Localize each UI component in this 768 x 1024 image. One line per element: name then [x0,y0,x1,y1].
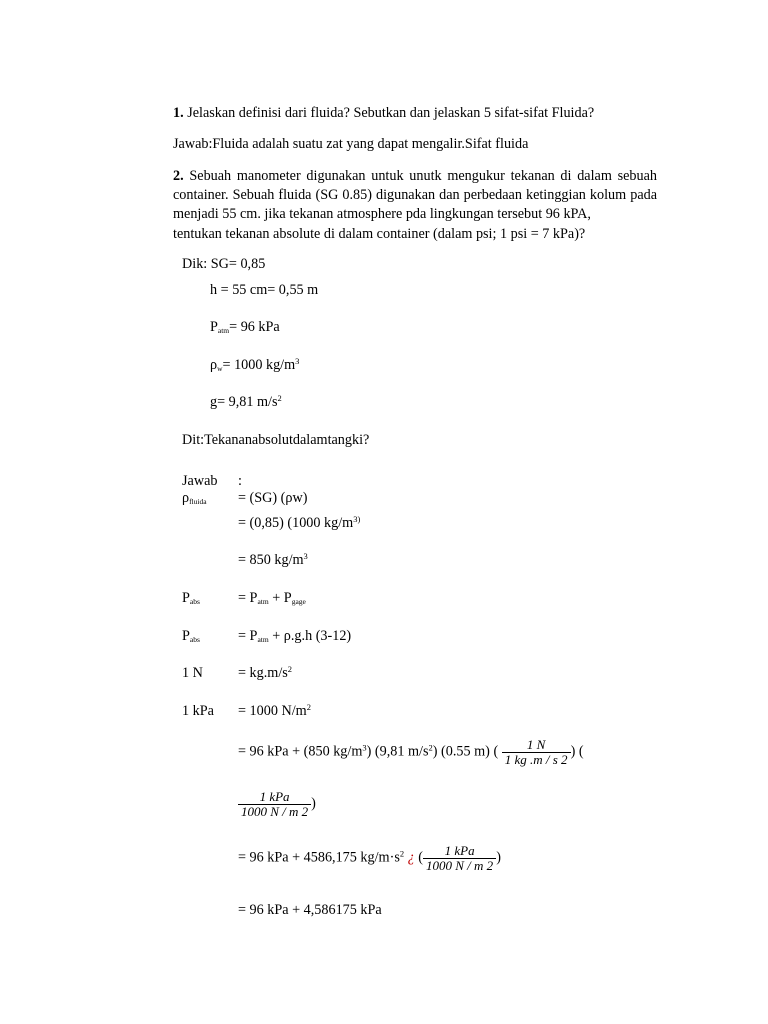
calculation-line-4: = 96 kPa + 4,586175 kPa [238,902,382,918]
question-1-number: 1. [173,105,184,121]
calculation-line-2: $\frac{\text{1 kPa}}{1000 N / m 2}$ ) [238,790,316,818]
newton-label: 1 N [182,665,203,681]
pabs-equation-1: = $P_{atm} + P_{gage}$ [238,590,306,606]
rho-fluida-formula: = (SG) (ρw) [238,490,308,506]
newton-definition: = $kg.m/s^2$ [238,664,293,681]
solution-jawab: Jawab [182,473,218,489]
question-2 [173,167,657,244]
question-2-line-2: container. Sebuah fluida (SG 0.85) digunakan dan perbedaan ketinggian kolum [173,187,627,204]
fraction-kpa-2: $\frac{\text{1 kPa}}{1000 N / m 2}$ [423,844,496,872]
pabs-label-2: $P_{abs}$ [182,628,200,644]
asked-dit: Dit:Tekananabsolutdalamtangki? [182,432,370,448]
calculation-line-1: = 96 kPa + (850 $kg/m^3$) (9,81 $m/s^2$) (0.55 m) ( $\frac{1 N}{1 kg .m / s 2}$ ) ( [238,737,584,767]
pabs-label-1: $P_{abs}$ [182,590,200,606]
solution-colon: : [238,473,242,489]
question-1 [173,105,594,122]
kpa-definition: = 1000 $N/m^2$ [238,702,311,719]
fraction-kpa-1: $\frac{\text{1 kPa}}{1000 N / m 2}$ [238,790,311,818]
question-2-line-3: pada menjadi 55 cm. jika tekanan atmosphere pda lingkungan tersebut 96 kPA, [173,187,658,223]
pabs-equation-2: = $P_{atm} + \rho.g.h$ (3-12) [238,628,352,644]
fraction-newton: $\frac{1 N}{1 kg .m / s 2}$ [502,738,571,766]
question-2-line-4: tentukan tekanan absolute di dalam container (dalam psi; 1 psi = 7 kPa)? [173,225,586,242]
question-1-answer: Jawab:Fluida adalah suatu zat yang dapat mengalir.Sifat fluida [173,136,529,152]
given-gravity: g= 9,81 $m/s^2$ [210,393,282,410]
question-1-text: Jelaskan definisi dari fluida? Sebutkan dan jelaskan 5 sifat-sifat Fluida? [187,105,595,121]
rho-fluida-substitution: = (0,85) (1000 $kg/m^{3)}$ [238,514,361,531]
question-2-number: 2. [173,168,184,184]
given-rho-water: $\rho_w= 1000$ $kg/m^3$ [210,356,300,373]
rho-fluida-label: $\rho_{fluida}$ [182,490,207,506]
given-height: h = 55 cm= 0,55 m [210,282,319,298]
calculation-line-3: = 96 kPa + 4586,175 $kg/m\cdot s^2$ ¿ ( $\frac{\text{1 kPa}}{1000 N / m 2}$ ) [238,843,501,873]
given-patm: $P_{atm}= 96$ kPa [210,319,280,335]
given-dik: Dik: SG= 0,85 [182,256,266,272]
rho-fluida-result: = 850 $kg/m^3$ [238,551,308,568]
kpa-label: 1 kPa [182,703,214,719]
question-2-line-1: Sebuah manometer digunakan untuk unutk mengukur tekanan di dalam sebuah [189,168,657,184]
error-symbol: ¿ [407,849,415,866]
